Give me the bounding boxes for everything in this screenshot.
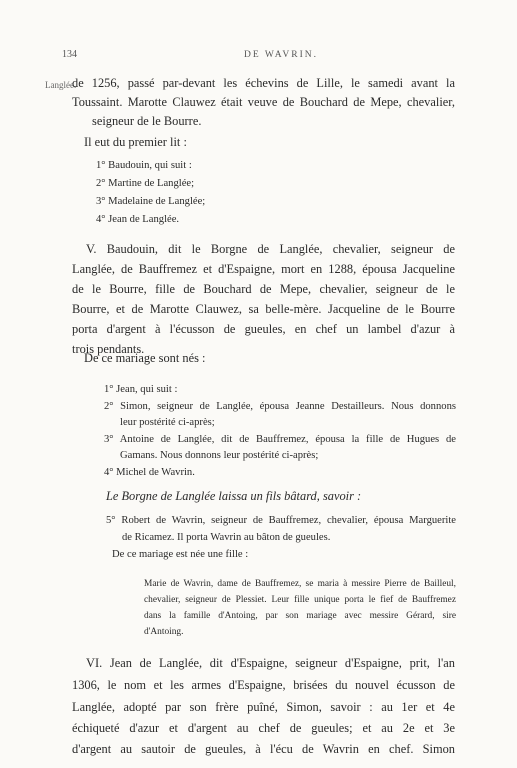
first-bed-heading: Il eut du premier lit :	[84, 135, 187, 149]
first-child-4: 4° Jean de Langlée.	[96, 214, 180, 225]
bastard-line: Le Borgne de Langlée laissa un fils bâtard, savoir :	[106, 489, 362, 503]
first-child-2: 2° Martine de Langlée;	[96, 178, 195, 189]
child-v-3b: Gamans. Nous donnons leur postérité ci-après;	[120, 450, 319, 461]
first-child-3: 3° Madelaine de Langlée;	[96, 196, 206, 207]
running-head: DE WAVRIN.	[244, 50, 319, 60]
bastard-line-1: 5° Robert de Wavrin, seigneur de Bauffremez, chevalier, épousa Marguerite	[106, 515, 456, 526]
child-v-2: 2° Simon, seigneur de Langlée, épousa Jeanne Destailleurs. Nous donnons	[104, 401, 456, 412]
child-v-3: 3° Antoine de Langlée, dit de Bauffremez, épousa la fille de Hugues de	[104, 434, 456, 445]
intro-line-1: de 1256, passé par-devant les échevins de Lille, le samedi avant la	[72, 76, 455, 90]
child-v-1: 1° Jean, qui suit :	[104, 384, 178, 395]
para-v-line-3: de le Bourre, fille de Bouchard de Mepe, chevalier, seigneur de le	[72, 282, 455, 296]
para-vi-line-1: VI. Jean de Langlée, dit d'Espaigne, seigneur d'Espaigne, prit, l'an	[86, 656, 455, 670]
para-v-line-1: V. Baudouin, dit le Borgne de Langlée, chevalier, seigneur de	[86, 242, 455, 256]
para-vi-line-4: échiqueté d'azur et d'argent au chef de gueules; et au 2e et 3e	[72, 721, 455, 735]
daughter-line-3: dans la famille d'Antoing, par son mariage avec messire Gérard, sire	[144, 611, 456, 621]
daughter-line-4: d'Antoing.	[144, 627, 184, 637]
marriage-heading: De ce mariage sont nés :	[84, 351, 206, 365]
page-number: 134	[62, 49, 77, 60]
para-v-line-5: porta d'argent à l'écusson de gueules, en chef un lambel d'azur à	[72, 322, 455, 336]
first-child-1: 1° Baudouin, qui suit :	[96, 160, 192, 171]
intro-line-2: Toussaint. Marotte Clauwez était veuve de Bouchard de Mepe, chevalier,	[72, 95, 455, 109]
child-v-2b: leur postérité ci-après;	[120, 417, 215, 428]
para-v-line-6: trois pendants.	[72, 342, 145, 356]
para-vi-line-3: Langlée, adopté par son frère puîné, Simon, savoir : au 1er et 4e	[72, 700, 455, 714]
para-vi-line-5: d'argent au sautoir de gueules, à l'écu de Wavrin en chef. Simon	[72, 742, 455, 756]
bastard-line-2: de Ricamez. Il porta Wavrin au bâton de gueules.	[122, 532, 331, 543]
intro-line-3: seigneur de le Bourre.	[92, 114, 202, 128]
bastard-line-3: De ce mariage est née une fille :	[112, 549, 249, 560]
daughter-line-1: Marie de Wavrin, dame de Bauffremez, se maria à messire Pierre de Bailleul,	[144, 579, 456, 589]
daughter-line-2: chevalier, seigneur de Plessiet. Leur fille unique porta le fief de Bauffremez	[144, 595, 456, 605]
para-v-line-4: Bourre, et de Marotte Clauwez, sa belle-mère. Jacqueline de le Bourre	[72, 302, 455, 316]
para-vi-line-2: 1306, le nom et les armes d'Espaigne, brisées du nouvel écusson de	[72, 678, 455, 692]
child-v-4: 4° Michel de Wavrin.	[104, 467, 195, 478]
para-v-line-2: Langlée, de Bauffremez et d'Espaigne, mort en 1288, épousa Jacqueline	[72, 262, 455, 276]
margin-note: Langlée.	[45, 80, 77, 90]
